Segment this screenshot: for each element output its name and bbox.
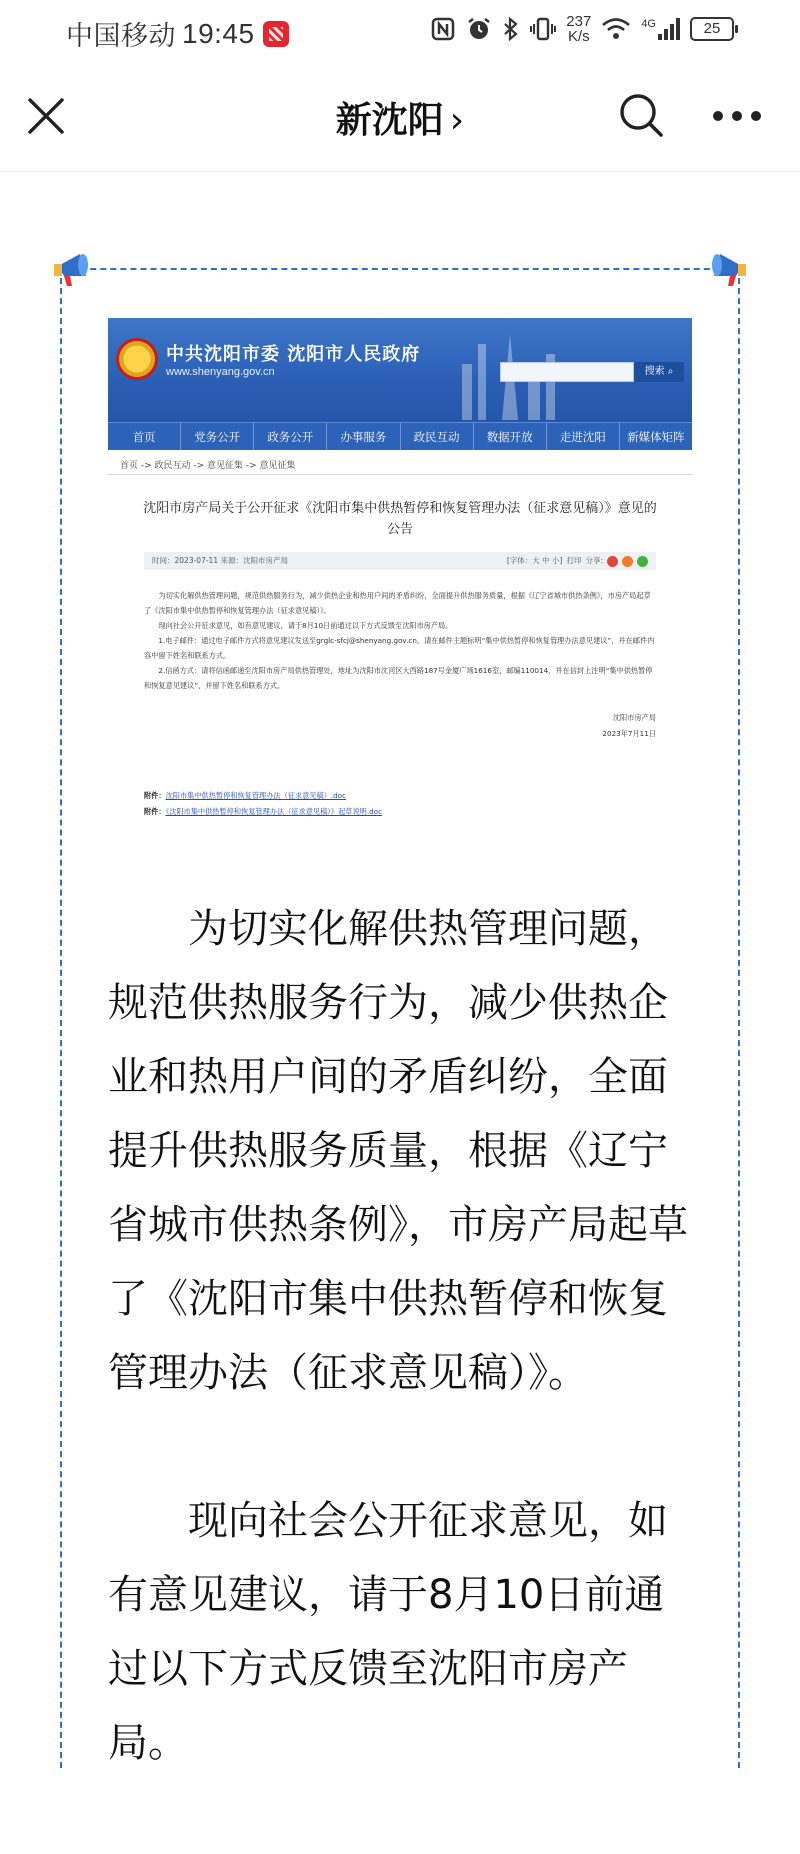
weibo-share-icon: [607, 556, 618, 567]
vibrate-icon: [530, 16, 556, 42]
gov-menu-item: 党务公开: [181, 423, 254, 450]
bluetooth-icon: [502, 16, 520, 42]
gov-site-header: [108, 318, 692, 422]
gov-print: 打印: [566, 556, 582, 565]
clock: 19:45: [182, 17, 255, 49]
status-left: [66, 14, 289, 53]
attachment-link: 沈阳市集中供热暂停和恢复管理办法（征求意见稿）.doc: [165, 791, 347, 800]
attachment-prefix: 附件：: [144, 807, 166, 816]
nfc-icon: [430, 16, 456, 42]
attachment-link: 《沈阳市集中供热暂停和恢复管理办法（征求意见稿）》起草说明.doc: [165, 807, 383, 816]
gov-breadcrumb: 首页 -> 政民互动 -> 意见征集 -> 意见征集: [120, 461, 296, 471]
gov-paragraph: 1.电子邮件：通过电子邮件方式将意见建议发送至grglc-sfcj@shenyang.gov.cn，请在邮件主题标明“集中供热暂停和恢复管理办法意见建议”，并在邮件内容中留下姓名和联系方式。: [144, 636, 655, 660]
gov-search-label: 搜索: [644, 366, 665, 377]
nav-bar: [0, 62, 800, 172]
network-speed-unit: K/s: [567, 28, 590, 45]
network-speed-value: 237: [566, 13, 592, 30]
gov-attachments: [144, 788, 382, 820]
gov-search-button: 搜索 ⌕: [634, 362, 684, 382]
gov-site-url: www.shenyang.gov.cn: [166, 366, 275, 378]
gov-menu-item: 数据开放: [474, 423, 547, 450]
wifi-icon: [601, 16, 631, 42]
network-speed: [566, 14, 591, 44]
cellular-signal: [641, 18, 680, 40]
signal-bars-icon: [658, 18, 680, 40]
gov-notice-body: [144, 588, 656, 693]
qzone-share-icon: [622, 556, 633, 567]
wechat-share-icon: [637, 556, 648, 567]
status-right: [430, 14, 734, 44]
gov-menu-item: 政民互动: [401, 423, 474, 450]
gov-attachment: [144, 788, 382, 804]
gov-signature-date: 2023年7月11日: [602, 729, 656, 738]
article-paragraph: 现向社会公开征求意见，如有意见建议，请于8月10日前通过以下方式反馈至沈阳市房产局。: [108, 1498, 668, 1766]
battery-icon: [690, 17, 734, 41]
article-paragraph: 为切实化解供热管理问题，规范供热服务行为，减少供热企业和热用户间的矛盾纠纷，全面提升供热服务质量，根据《辽宁省城市供热条例》，市房产局起草了《沈阳市集中供热暂停和恢复管理办法（征求意见稿）》。: [108, 906, 688, 1396]
gov-signature-org: 沈阳市房产局: [612, 713, 656, 722]
gov-paragraph: 为切实化解供热管理问题，规范供热服务行为，减少供热企业和热用户间的矛盾纠纷，全面提升供热服务质量，根据《辽宁省城市供热条例》，市房产局起草了《沈阳市集中供热暂停和恢复管理办法（征求意见稿）》。: [144, 591, 651, 615]
gov-menu-item: 新媒体矩阵: [627, 430, 685, 444]
megaphone-icon: [52, 246, 96, 290]
gov-menu-item: 政务公开: [254, 423, 327, 450]
gov-site-title: 中共沈阳市委 沈阳市人民政府: [166, 344, 421, 365]
battery-level: 25: [703, 20, 721, 37]
carrier-name: 中国移动: [66, 21, 176, 52]
status-bar: [0, 0, 800, 62]
gov-menu: [108, 422, 692, 450]
gov-menu-item: 办事服务: [327, 423, 400, 450]
gov-meta-tools: [507, 552, 648, 570]
gov-font-size: [字体：大 中 小]: [506, 556, 563, 565]
gov-paragraph: 2.信函方式：请将信函邮递至沈阳市房产局供热管理处，地址为沈阳市沈河区大西路187号金厦广场1616室，邮编110014，并在信封上注明“集中供热暂停和恢复意见建议”，并留下姓名和联系方式。: [144, 666, 653, 690]
search-icon[interactable]: [618, 92, 664, 138]
gov-menu-item: 首页: [108, 423, 181, 450]
account-name: 新沈阳: [335, 100, 444, 141]
more-icon[interactable]: [712, 110, 762, 122]
megaphone-icon: [704, 246, 748, 290]
gov-meta-date-source: 时间：2023-07-11 来源：沈阳市房产局: [152, 556, 288, 565]
divider: [108, 474, 692, 475]
gov-notice-heading: 沈阳市房产局关于公开征求《沈阳市集中供热暂停和恢复管理办法（征求意见稿）》意见的公告: [143, 501, 657, 537]
article-body: [108, 892, 692, 1854]
national-emblem-icon: [116, 338, 158, 380]
gov-attachment: [144, 804, 382, 820]
gov-notice-meta: [144, 552, 656, 570]
gov-paragraph: 现向社会公开征求意见，如有意见建议，请于8月10日前通过以下方式反馈至沈阳市房产局。: [158, 621, 453, 630]
gov-search-input: [500, 362, 634, 382]
gov-menu-item: 走进沈阳: [547, 423, 620, 450]
alarm-icon: [466, 16, 492, 42]
account-title-button[interactable]: [0, 92, 800, 143]
network-type: 4G: [641, 18, 656, 30]
attachment-prefix: 附件：: [144, 791, 166, 800]
notice-screenshot[interactable]: [108, 318, 692, 828]
app-notification-icon: [263, 21, 289, 47]
chevron-right-icon: ›: [449, 100, 465, 141]
gov-share-label: 分享:: [585, 556, 603, 565]
gov-signature: [602, 710, 656, 742]
